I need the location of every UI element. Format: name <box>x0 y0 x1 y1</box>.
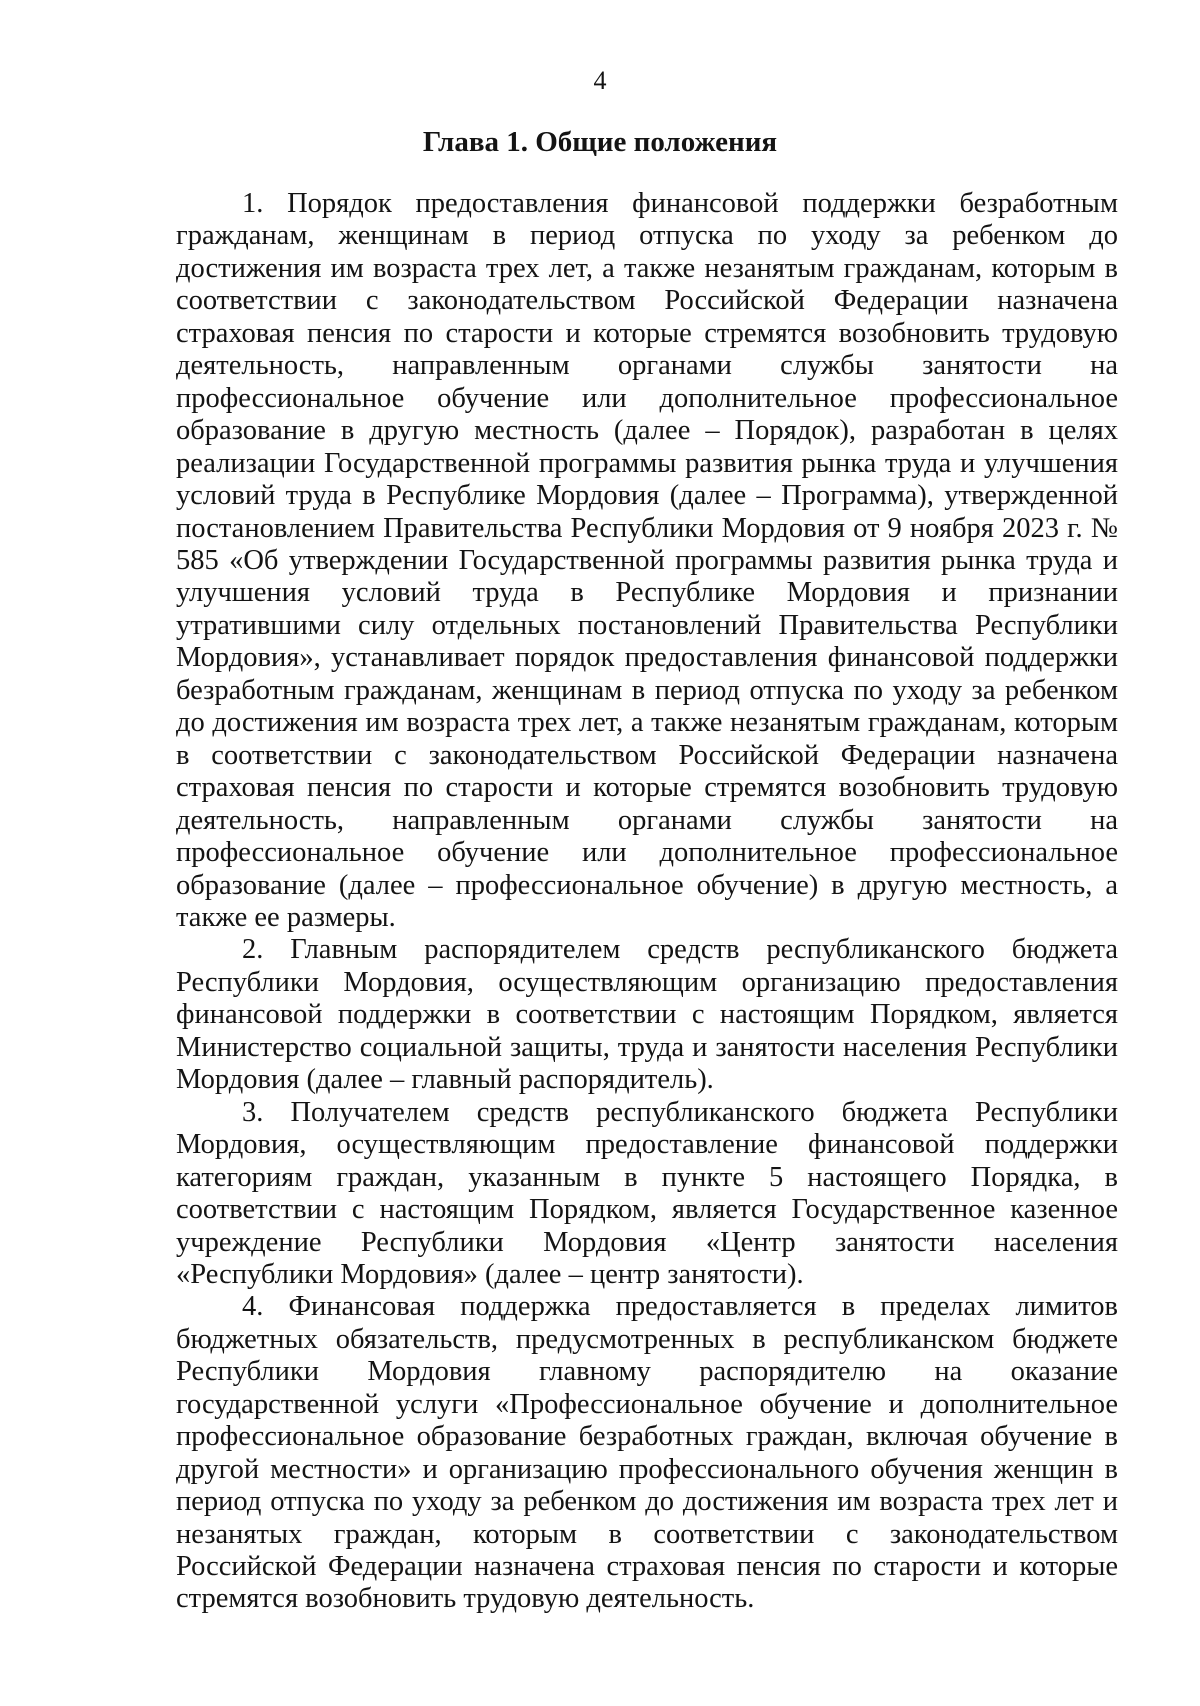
paragraph-4: 4. Финансовая поддержка предоставляется в пределах лимитов бюджетных обязательств, предусмотренных в республиканском бюджете Республики Мордовия главному распорядителю на оказание государственной услуги «Профессиональное обучение и дополнительное профессиональное образование безработных граждан, включая обучение в другой местности» и организацию профессионального обучения женщин в период отпуска по уходу за ребенком до достижения им возраста трех лет и незанятых граждан, которым в соответствии с законодательством Российской Федерации назначена страховая пенсия по старости и которые стремятся возобновить трудовую деятельность. <box>176 1291 1118 1615</box>
page-number: 4 <box>593 66 607 95</box>
paragraph-1: 1. Порядок предоставления финансовой поддержки безработным гражданам, женщинам в период отпуска по уходу за ребенком до достижения им возраста трех лет, а также незанятым гражданам, которым в соответствии с законодательством Российской Федерации назначена страховая пенсия по старости и которые стремятся возобновить трудовую деятельность, направленным органами службы занятости на профессиональное обучение или дополнительное профессиональное образование в другую местность (далее – Порядок), разработан в целях реализации Государственной программы развития рынка труда и улучшения условий труда в Республике Мордовия (далее – Программа), утвержденной постановлением Правительства Республики Мордовия от 9 ноября 2023 г. № 585 «Об утверждении Государственной программы развития рынка труда и улучшения условий труда в Республике Мордовия и признании утратившими силу отдельных постановлений Правительства Республики Мордовия», устанавливает порядок предоставления финансовой поддержки безработным гражданам, женщинам в период отпуска по уходу за ребенком до достижения им возраста трех лет, а также незанятым гражданам, которым в соответствии с законодательством Российской Федерации назначена страховая пенсия по старости и которые стремятся возобновить трудовую деятельность, направленным органами службы занятости на профессиональное обучение или дополнительное профессиональное образование (далее – профессиональное обучение) в другую местность, а также ее размеры. <box>176 188 1118 933</box>
chapter-title: Глава 1. Общие положения <box>422 126 778 158</box>
document-body <box>176 188 1118 1616</box>
paragraph-2: 2. Главным распорядителем средств республиканского бюджета Республики Мордовия, осуществляющим организацию предоставления финансовой поддержки в соответствии с настоящим Порядком, является Министерство социальной защиты, труда и занятости населения Республики Мордовия (далее – главный распорядитель). <box>176 934 1118 1096</box>
paragraph-3: 3. Получателем средств республиканского бюджета Республики Мордовия, осуществляющим предоставление финансовой поддержки категориям граждан, указанным в пункте 5 настоящего Порядка, в соответствии с настоящим Порядком, является Государственное казенное учреждение Республики Мордовия «Центр занятости населения «Республики Мордовия» (далее – центр занятости). <box>176 1096 1118 1290</box>
